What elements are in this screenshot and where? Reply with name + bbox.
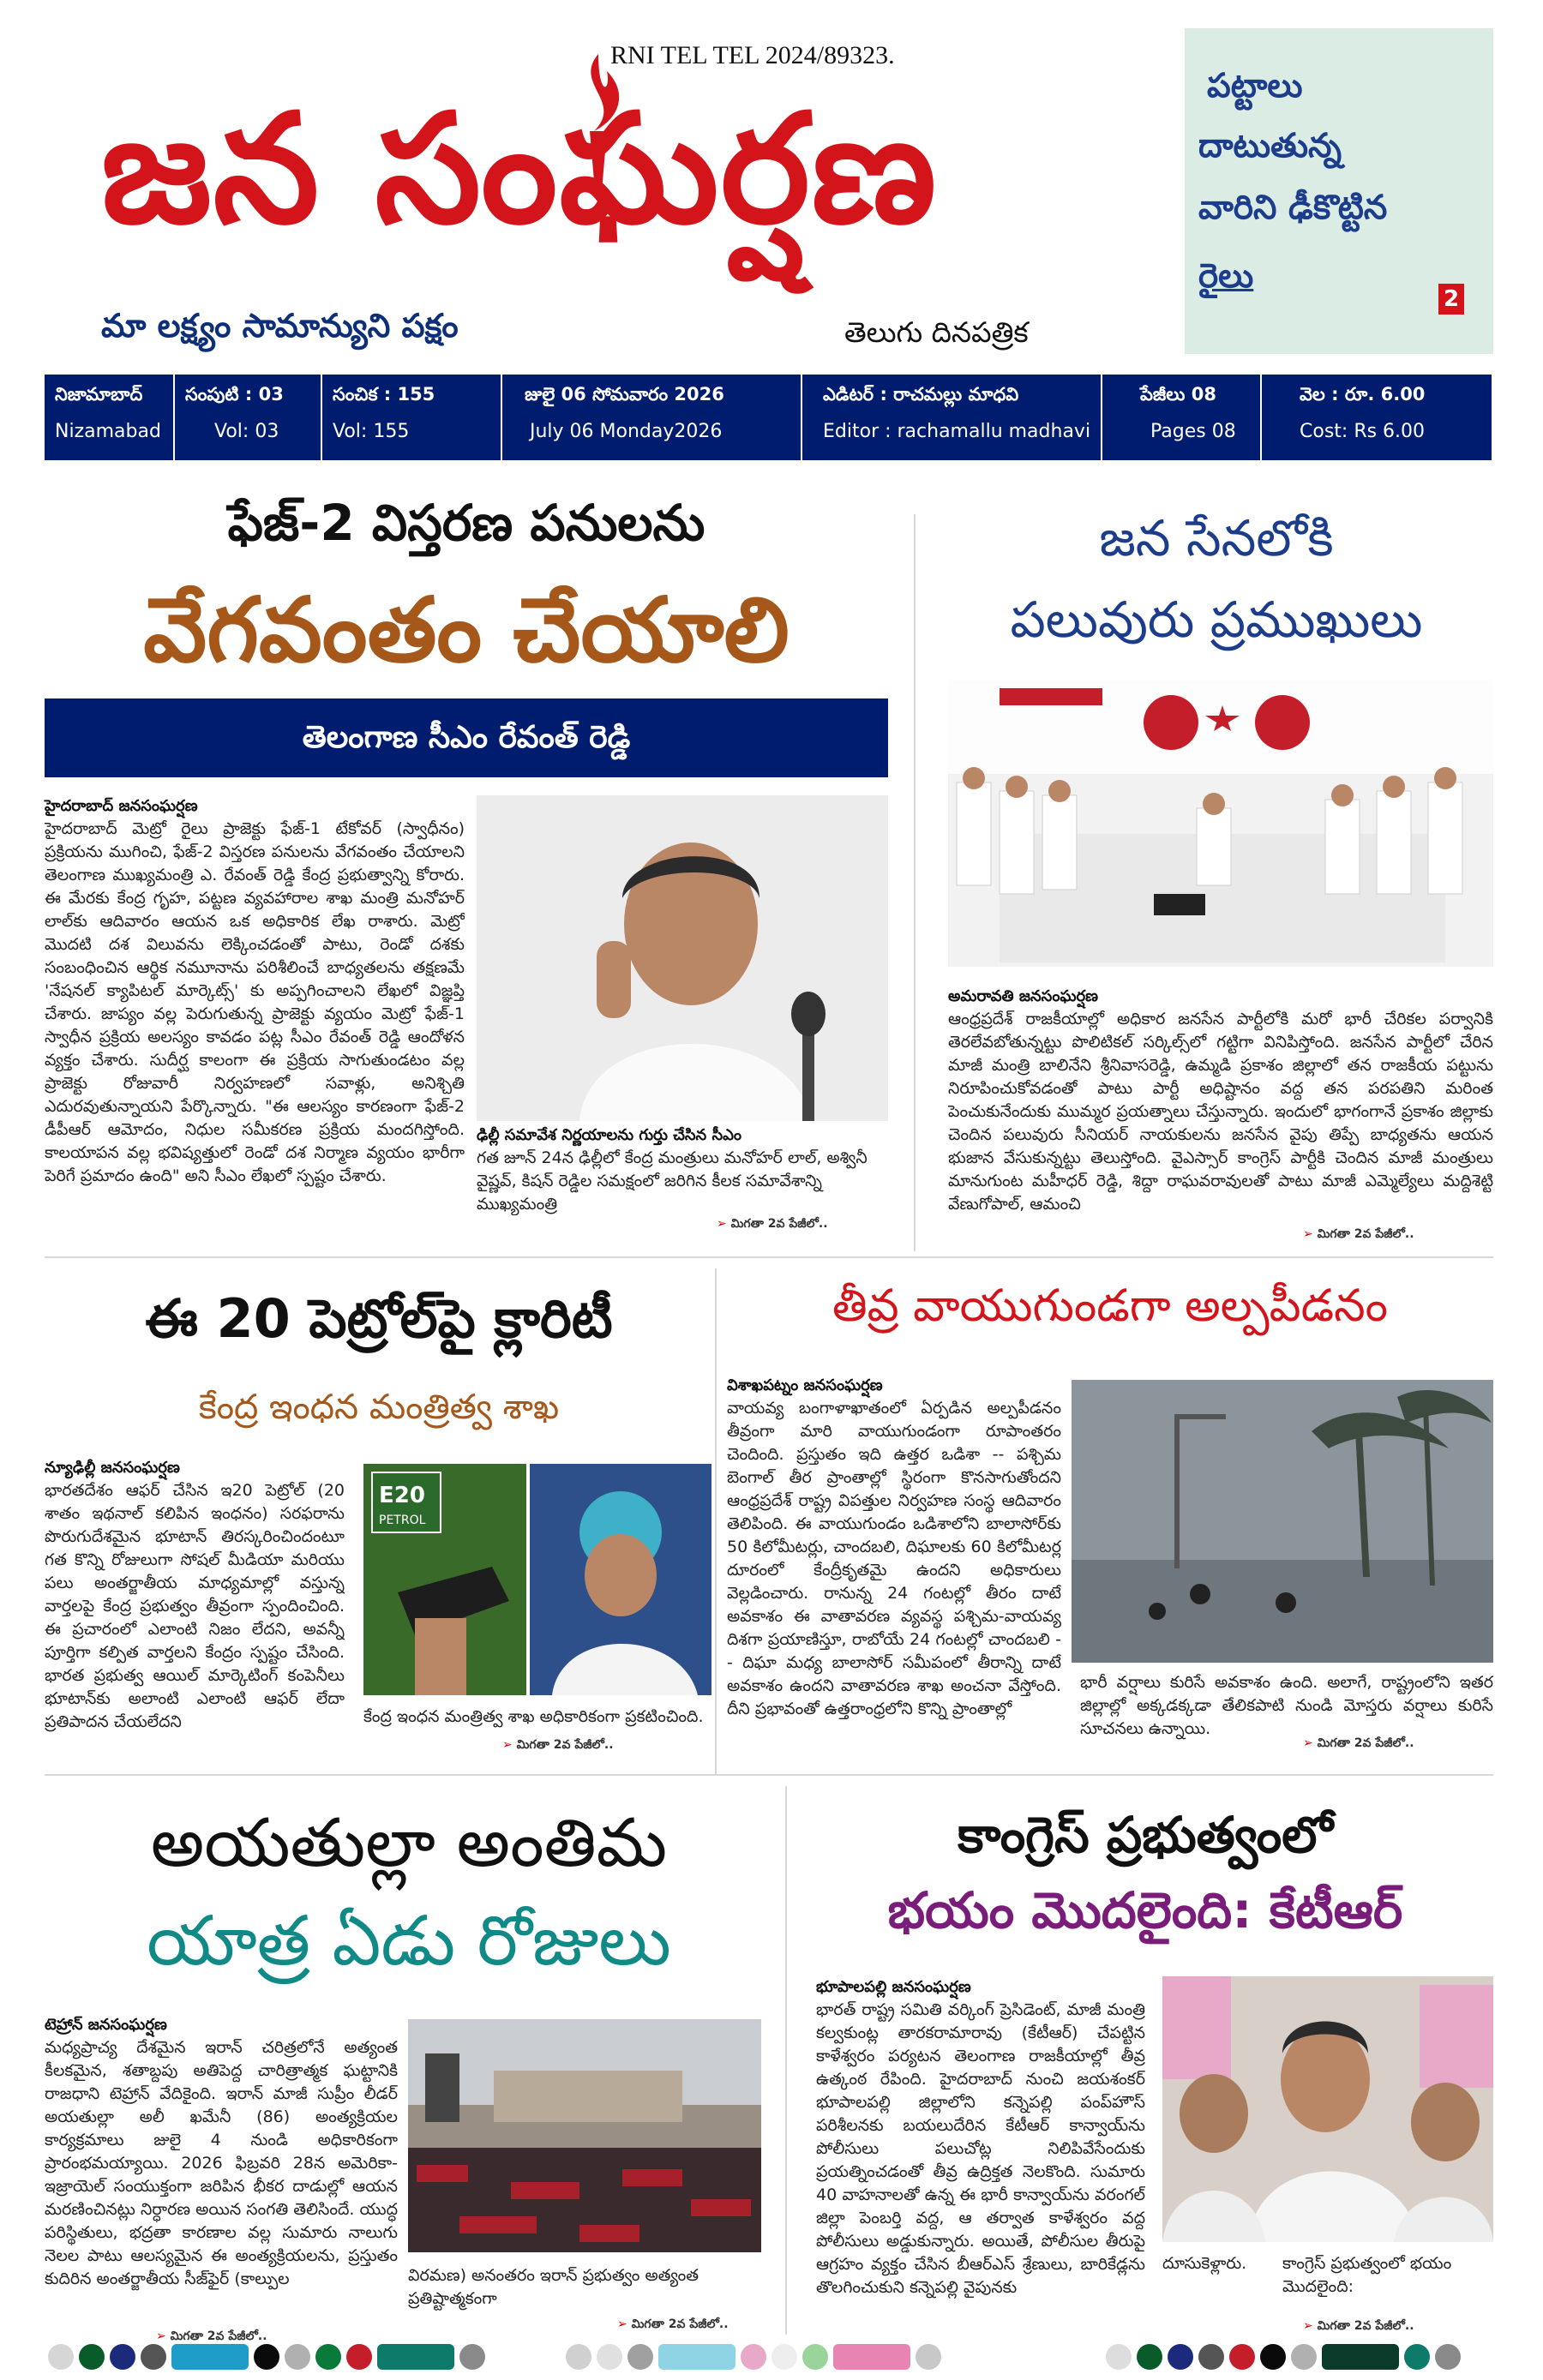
arrow-icon: ➢	[1303, 2319, 1313, 2333]
story4-continued[interactable]	[1303, 1736, 1414, 1753]
crowd-photo-icon	[408, 2019, 761, 2252]
masthead-title: జన సంఘర్షణ	[101, 81, 939, 257]
column-divider	[914, 514, 916, 1251]
color-swatch	[1291, 2344, 1317, 2370]
color-swatch	[833, 2344, 910, 2370]
story1-kicker: ఫేజ్-2 విస్తరణ పనులను	[227, 494, 705, 552]
promo-line: దాటుతున్న	[1198, 127, 1342, 165]
info-te: నిజామాబాద్	[55, 384, 143, 405]
story2-headline-2: పలువురు ప్రముఖులు	[1010, 591, 1423, 649]
info-cell-pages	[1101, 375, 1262, 460]
color-swatch	[1137, 2344, 1162, 2370]
arrow-icon: ➢	[617, 2317, 627, 2331]
story1-caption-body: గత జూన్ 24న ఢిల్లీలో కేంద్ర మంత్రులు మనోహర్ లాల్, అశ్వినీ వైష్ణవ్, కిషన్ రెడ్డిల సమక్షంలో జరిగిన కీలక సమావేశాన్ని ముఖ్యమంత్రి	[477, 1148, 868, 1214]
arrow-icon: ➢	[1303, 1736, 1313, 1750]
story2-body: ఆంధ్రప్రదేశ్ రాజకీయాల్లో అధికార జనసేన పార్టీలోకి మరో భారీ చేరికల పర్వానికి తెరలేవబోతున్నట్టు పొలిటికల్ సర్కిల్స్‌లో గట్టిగా వినిపిస్తోంది. జనసేన పార్టీలో చేరిన మాజీ మంత్రి బాలినేని శ్రీనివాసరెడ్డి, ఉమ్మడి ప్రకాశం జిల్లాలో తన రాజకీయ పట్టును నిరూపించుకోవడంతో పాటు పార్టీ అధిష్టానం వద్ద తన పరపతిని మరింత పెంచుకునేందుకు ముమ్మర ప్రయత్నాలు చేస్తున్నారు. ఇందులో భాగంగానే ప్రకాశం జిల్లాకు చెందిన పలువురు సీనియర్ నాయకులను జనసేన వైపు తిప్పే బాధ్యతను ఆయన భుజాన వేసుకున్నట్టు తెలుస్తోంది. వైఎస్సార్ కాంగ్రెస్ పార్టీకి చెందిన మాజీ మంత్రులు మానుగుంట మహీధర్ రెడ్డి, శిద్దా రాఘవరావులతో పాటు మాజీ ఎమ్మెల్యేలు మద్దిశెట్టి వేణుగోపాల్, ఆమంచి	[948, 1010, 1493, 1214]
leader-photo-icon	[1162, 1976, 1493, 2242]
story5-caption-text: విరమణ) అనంతరం ఇరాన్ ప్రభుత్వం అత్యంత ప్రతిష్టాత్మకంగా	[408, 2266, 699, 2308]
color-swatch	[110, 2344, 135, 2370]
story6-photo-ktr	[1162, 1976, 1493, 2242]
info-cell-volume	[173, 375, 322, 460]
color-swatch	[315, 2344, 341, 2370]
story5-body: మధ్యప్రాచ్య దేశమైన ఇరాన్ చరిత్రలోనే అత్యంత కీలకమైన, శతాబ్దపు అతిపెద్ద చారిత్రాత్మక ఘట్టానికి రాజధాని టెహ్రాన్ వేదికైంది. ఇరాన్ మాజీ సుప్రీం లీడర్ అయతుల్లా అలీ ఖమేనీ (86) అంత్యక్రియల కార్యక్రమాలు జులై 4 నుండి అధికారికంగా ప్రారంభమయ్యాయి. 2026 ఫిబ్రవరి 28న అమెరికా-ఇజ్రాయెల్ సంయుక్తంగా జరిపిన భీకర దాడుల్లో ఆయన మరణించినట్లు నిర్ధారణ అయిన సంగతి తెలిసిందే. యుద్ధ పరిస్థితులు, భద్రతా కారణాల వల్ల సుమారు నాలుగు నెలల పాటు ఆలస్యమైన ఈ అంత్యక్రియలను, ప్రస్తుతం కుదిరిన అంతర్జాతీయ సీజ్‌ఫైర్ (కాల్పుల	[45, 2038, 398, 2288]
story6-text-column	[816, 1976, 1145, 2341]
story6-body: భారత్ రాష్ట్ర సమితి వర్కింగ్ ప్రెసిడెంట్, మాజీ మంత్రి కల్వకుంట్ల తారకరామారావు (కేటీఆర్) చేపట్టిన కాళేశ్వరం పర్యటన తెలంగాణ రాజకీయాల్లో తీవ్ర ఉత్కంఠ రేపింది. హైదరాబాద్ నుంచి జయశంకర్ భూపాలపల్లి జిల్లాలోని కన్నెపల్లి పంప్‌హౌస్ పరిశీలనకు బయలుదేరిన కేటీఆర్ కాన్వాయ్‌ను పోలీసులు పలుచోట్ల నిలిపివేసేందుకు ప్రయత్నించడంతో తీవ్ర ఉద్రిక్తత నెలకొంది. సుమారు 40 వాహనాలతో ఉన్న ఈ భారీ కాన్వాయ్‌ను వరంగల్ జిల్లా పెంబర్తి వద్ద, ఆ తర్వాత కాళేశ్వరం వద్ద పోలీసులు అడ్డుకున్నారు. అయితే, పోలీసుల తీరుపై ఆగ్రహం వ్యక్తం చేసిన బీఆర్ఎస్ శ్రేణులు, బారికేడ్లను తొలగించుకుని కన్నెపల్లి వైపునకు	[816, 2000, 1145, 2297]
story5-caption	[408, 2264, 761, 2312]
info-cell-issue	[321, 375, 502, 460]
info-en: Vol: 03	[214, 421, 279, 442]
color-swatch	[916, 2344, 941, 2370]
color-swatch	[658, 2344, 735, 2370]
info-cell-date	[501, 375, 802, 460]
story4-photo-cyclone	[1072, 1380, 1493, 1663]
continued-label: మిగతా 2వ పేజీలో..	[730, 1217, 828, 1231]
story2-headline-1: జన సేనలోకి	[1099, 509, 1334, 567]
info-te: వెల : రూ. 6.00	[1300, 384, 1426, 405]
story3-body: భారతదేశం ఆఫర్ చేసిన ఇ20 పెట్రోల్ (20 శాతం ఇథనాల్ కలిపిన ఇంధనం) సరఫరాను పొరుగుదేశమైన భూటాన్ తిరస్కరించిందంటూ గత కొన్ని రోజులుగా సోషల్ మీడియా మరియు పలు అంతర్జాతీయ మాధ్యమాల్లో వస్తున్న వార్తలపై కేంద్ర ప్రభుత్వం తీవ్రంగా స్పందించింది. ఈ ప్రచారంలో ఎలాంటి నిజం లేదని, అవన్నీ పూర్తిగా కల్పిత వార్తలని కేంద్రం స్పష్టం చేసింది. భారత ప్రభుత్వ ఆయిల్ మార్కెటింగ్ కంపెనీలు భూటాన్‌కు అలాంటి ఎలాంటి ఆఫర్ లేదా ప్రతిపాదన చేయలేదని	[45, 1481, 345, 1731]
color-swatch	[741, 2344, 766, 2370]
color-swatch	[285, 2344, 310, 2370]
svg-text:E20: E20	[379, 1483, 425, 1508]
story5-text-column	[45, 2014, 398, 2331]
story2-photo-meeting	[948, 680, 1493, 967]
row-divider	[45, 1256, 1493, 1258]
continued-label: మిగతా 2వ పేజీలో..	[170, 2329, 267, 2343]
story2-dateline: అమరావతి జనసంఘర్షణ	[948, 987, 1099, 1005]
story3-dateline: న్యూఢిల్లీ జనసంఘర్షణ	[45, 1459, 180, 1477]
arrow-icon: ➢	[717, 1217, 727, 1231]
story1-headline: వేగవంతం చేయాలి	[143, 578, 790, 682]
story5-photo-funeral	[408, 2019, 761, 2252]
story1-body: హైదరాబాద్ మెట్రో రైలు ప్రాజెక్టు ఫేజ్-1 టేకోవర్ (స్వాధీనం) ప్రక్రియను ముగించి, ఫేజ్-2 విస్తరణ పనులను వేగవంతం చేయాలని తెలంగాణ ముఖ్యమంత్రి ఎ. రేవంత్ రెడ్డి కేంద్ర ప్రభుత్వాన్ని కోరారు. ఈ మేరకు కేంద్ర గృహ, పట్టణ వ్యవహారాల శాఖ మంత్రి మనోహర్ లాల్‌కు ఆదివారం ఆయన ఒక అధికారిక లేఖ రాశారు. మెట్రో మొదటి దశ విలువను లెక్కించడంతో పాటు, రెండో దశకు సంబంధించిన ఆర్థిక నమూనాను పరిశీలించే బాధ్యతలను తక్షణమే 'నేషనల్ క్యాపిటల్ మార్కెట్స్' కు అప్పగించాలని లేఖలో విజ్ఞప్తి చేశారు. జాప్యం వల్ల పెరుగుతున్న ప్రాజెక్టు వ్యయం మెట్రో ఫేజ్-1 స్వాధీన ప్రక్రియ అలస్యం కావడం పట్ల సీఎం రేవంత్ రెడ్డి ఆందోళన వ్యక్తం చేశారు. సుదీర్ఘ కాలంగా ఈ ప్రక్రియ సాగుతుండటం వల్ల ప్రాజెక్టు రోజువారీ నిర్వహణలో సవాళ్లు, అనిశ్చితి ఎదురవుతున్నాయని పేర్కొన్నారు. "ఈ ఆలస్యం కారణంగా ఫేజ్-2 డీపీఆర్ ఆమోదం, నిధుల సమీకరణ ప్రక్రియ మందగిస్తోంది. కాలయాపన వల్ల భవిష్యత్తులో రెండో దశ నిర్మాణ వ్యయం భారీగా పెరిగే ప్రమాదం ఉంది" అని సీఎం లేఖలో స్పష్టం చేశారు.	[45, 819, 465, 1185]
rni-number: RNI TEL TEL 2024/89323.	[610, 41, 895, 69]
continued-label: మిగతా 2వ పేజీలో..	[1317, 1227, 1414, 1241]
color-swatch	[254, 2344, 279, 2370]
info-te: పేజీలు 08	[1140, 384, 1216, 405]
info-en: Editor : rachamallu madhavi	[823, 421, 1091, 442]
story1-dateline: హైదరాబాద్ జనసంఘర్షణ	[45, 797, 198, 815]
continued-label: మిగతా 2వ పేజీలో..	[631, 2317, 729, 2331]
story1-continued[interactable]	[717, 1217, 828, 1233]
column-divider	[715, 1268, 717, 1774]
story6-continued[interactable]	[1303, 2319, 1414, 2335]
color-swatch	[597, 2344, 622, 2370]
color-swatch	[79, 2344, 105, 2370]
color-swatch	[772, 2344, 797, 2370]
info-te: సంపుటి : 03	[185, 384, 284, 405]
color-swatch	[1260, 2344, 1286, 2370]
info-te: జులై 06 సోమవారం 2026	[525, 384, 724, 405]
color-swatch	[627, 2344, 653, 2370]
color-swatch	[346, 2344, 372, 2370]
info-cell-price	[1260, 375, 1493, 460]
story6-dateline: భూపాలపల్లి జనసంఘర్షణ	[816, 1978, 971, 1996]
meeting-photo-icon	[948, 680, 1493, 967]
promo-box[interactable]	[1185, 28, 1493, 354]
info-en: Vol: 155	[333, 421, 410, 442]
story4-text-column	[727, 1375, 1061, 1748]
color-swatch	[48, 2344, 74, 2370]
story3-continued[interactable]	[502, 1738, 614, 1754]
color-swatch	[377, 2344, 454, 2370]
continued-label: మిగతా 2వ పేజీలో..	[1317, 2319, 1414, 2333]
row-divider	[45, 1774, 1493, 1776]
story4-headline: తీవ్ర వాయుగుండగా అల్పపీడనం	[832, 1280, 1388, 1332]
info-en: July 06 Monday2026	[530, 421, 723, 442]
story2-text-column	[948, 986, 1493, 1226]
color-swatch	[171, 2344, 249, 2370]
story6-caption	[1162, 2252, 1493, 2321]
story1-photo-cm	[477, 795, 888, 1121]
masthead-subtitle: తెలుగు దినపత్రిక	[844, 315, 1029, 349]
story5-dateline: టెహ్రాన్ జనసంఘర్షణ	[45, 2016, 167, 2034]
column-divider	[785, 1786, 787, 2335]
color-swatch	[1229, 2344, 1255, 2370]
story5-headline-2: యాత్ర ఏడు రోజులు	[147, 1901, 671, 1981]
story2-continued[interactable]	[1303, 1227, 1414, 1244]
color-swatch	[141, 2344, 166, 2370]
info-en: Cost: Rs 6.00	[1300, 421, 1426, 442]
storm-photo-icon	[1072, 1380, 1493, 1663]
svg-text:PETROL: PETROL	[379, 1514, 426, 1527]
info-cell-editor	[801, 375, 1102, 460]
masthead-logo	[101, 50, 1104, 307]
continued-label: మిగతా 2వ పేజీలో..	[1317, 1736, 1414, 1750]
info-te: ఎడిటర్ : రాచమల్లు మాధవి	[823, 384, 1019, 405]
story4-text-column-2	[1080, 1671, 1493, 1743]
continued-label: మిగతా 2వ పేజీలో..	[516, 1738, 614, 1752]
color-swatch	[459, 2344, 485, 2370]
info-te: సంచిక : 155	[333, 384, 435, 405]
story1-caption-title: ఢిల్లీ సమావేశ నిర్ణయాలను గుర్తు చేసిన సీఎం	[477, 1126, 741, 1144]
color-swatch	[1404, 2344, 1430, 2370]
promo-line: పట్టాలు	[1207, 67, 1303, 105]
color-swatch	[566, 2344, 591, 2370]
promo-line: వారిని ఢీకొట్టిన	[1198, 189, 1388, 227]
color-swatch	[1322, 2344, 1399, 2370]
color-swatch	[1435, 2344, 1461, 2370]
promo-page-badge: 2	[1438, 284, 1464, 315]
story1-text-column	[45, 795, 465, 1241]
fuel-pump-photo-icon	[363, 1464, 711, 1695]
story6-caption-1: దూసుకెళ్లారు.	[1162, 2254, 1247, 2273]
person-photo-icon	[477, 795, 888, 1121]
story3-photo-e20	[363, 1464, 711, 1695]
color-swatch	[1168, 2344, 1193, 2370]
arrow-icon: ➢	[156, 2329, 166, 2343]
info-en: Nizamabad	[55, 421, 161, 442]
story1-banner	[45, 698, 888, 777]
story3-headline: ఈ 20 పెట్రోల్‌పై క్లారిటీ	[145, 1287, 613, 1350]
story1-banner-text: తెలంగాణ సీఎం రేవంత్ రెడ్డి	[302, 720, 631, 755]
arrow-icon: ➢	[502, 1738, 513, 1752]
color-swatch	[1106, 2344, 1132, 2370]
arrow-icon: ➢	[1303, 1227, 1313, 1241]
masthead-tagline: మా లక్ష్యం సామాన్యుని పక్షం	[101, 307, 459, 345]
story6-caption-2: కాంగ్రెస్ ప్రభుత్వంలో భయం మొదలైంది:	[1282, 2254, 1452, 2296]
story3-subhead: కేంద్ర ఇంధన మంత్రిత్వ శాఖ	[198, 1388, 560, 1427]
story1-photo-caption	[477, 1124, 888, 1214]
story3-caption-text: కేంద్ర ఇంధన మంత్రిత్వ శాఖ అధికారికంగా ప్రకటించింది.	[363, 1707, 704, 1726]
info-bar	[45, 375, 1492, 460]
info-cell-place	[45, 375, 173, 460]
color-swatch	[802, 2344, 828, 2370]
color-swatch	[1198, 2344, 1224, 2370]
story6-headline-1: కాంగ్రెస్ ప్రభుత్వంలో	[958, 1806, 1333, 1864]
story3-text-column	[45, 1457, 345, 1757]
story5-headline-1: అయతుల్లా అంతిమ	[150, 1805, 668, 1882]
promo-line: రైలు	[1198, 257, 1254, 296]
story4-body: వాయవ్య బంగాళాఖాతంలో ఏర్పడిన అల్పపీడనం తీవ్రంగా మారి వాయుగుండంగా రూపాంతరం చెందింది. ప్రస్తుతం ఇది ఉత్తర ఒడిశా -- పశ్చిమ బెంగాల్ తీర ప్రాంతాల్లో స్థిరంగా కొనసాగుతోందని ఆంధ్రప్రదేశ్ రాష్ట్ర విపత్తుల నిర్వహణ సంస్థ ఆదివారం తెలిపింది. ఈ వాయుగుండం ఒడిశాలోని బాలాసోర్‌కు 50 కిలోమీటర్లు, చాందబలి, దిఘాలకు 60 కిలోమీటర్ల దూరంలో కేంద్రీకృతమై ఉందని అధికారులు వెల్లడించారు. రానున్న 24 గంటల్లో తీరం దాటే అవకాశం ఈ వాతావరణ వ్యవస్థ పశ్చిమ-వాయవ్య దిశగా ప్రయాణిస్తూ, రాబోయే 24 గంటల్లో చాందబలి -- దిఘా మధ్య బాలాసోర్ సమీపంలో తీరాన్ని దాటే అవకాశం ఉందని వాతావరణ శాఖ అంచనా వేస్తోంది. దీని ప్రభావంతో ఉత్తరాంధ్రలోని కొన్ని ప్రాంతాల్లో	[727, 1399, 1061, 1718]
story4-dateline: విశాఖపట్నం జనసంఘర్షణ	[727, 1376, 883, 1394]
story4-body-2: భారీ వర్షాలు కురిసే అవకాశం ఉంది. అలాగే, రాష్ట్రంలోని ఇతర జిల్లాల్లో అక్కడక్కడా తేలికపాటి నుండి మోస్తరు వర్షాలు కురిసే సూచనలు ఉన్నాయి.	[1080, 1673, 1493, 1738]
story6-headline-2: భయం మొదలైంది: కేటీఆర్	[887, 1881, 1403, 1939]
info-en: Pages 08	[1150, 421, 1236, 442]
story5-continued[interactable]	[617, 2317, 729, 2334]
